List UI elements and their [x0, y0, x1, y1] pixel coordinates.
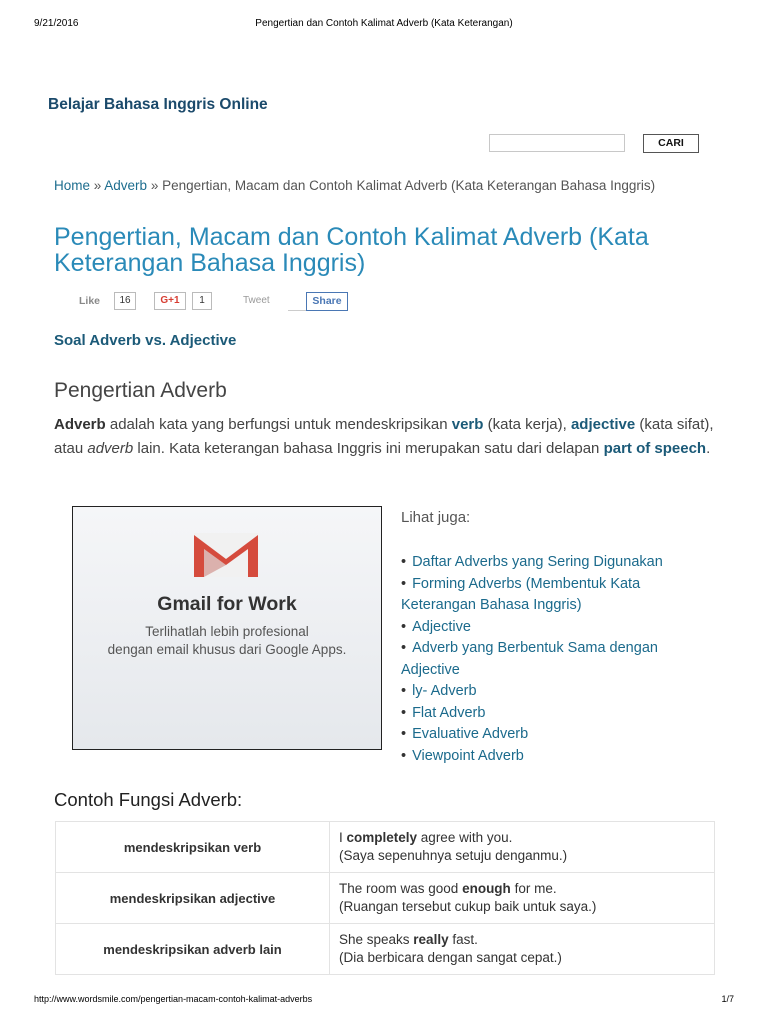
like-count: 16: [114, 292, 136, 310]
intro-text: adalah kata yang berfungsi untuk mendeskripsikan: [105, 416, 452, 433]
bullet-icon: •: [401, 575, 407, 592]
section-heading-contoh: Contoh Fungsi Adverb:: [54, 789, 243, 810]
see-also-link[interactable]: Adverb yang Berbentuk Sama dengan Adjective: [401, 640, 658, 678]
example-translation: (Saya sepenuhnya setuju denganmu.): [339, 848, 568, 863]
example-text: She speaks: [339, 932, 414, 947]
page-title: Pengertian, Macam dan Contoh Kalimat Adverb (Kata Keterangan Bahasa Inggris): [54, 223, 649, 277]
adverb-italic: adverb: [87, 439, 134, 457]
ad-title: Gmail for Work: [157, 593, 297, 615]
breadcrumb-category-link[interactable]: Adverb: [104, 178, 148, 193]
ad-subtitle: [73, 623, 381, 659]
see-also-link[interactable]: Viewpoint Adverb: [412, 747, 524, 764]
print-url: http://www.wordsmile.com/pengertian-macam-contoh-kalimat-adverbs: [34, 994, 313, 1004]
example-sentence: [339, 931, 713, 949]
see-also-item: [401, 746, 701, 768]
example-adverb: enough: [462, 881, 511, 896]
example-translation: (Ruangan tersebut cukup baik untuk saya.): [339, 899, 597, 914]
see-also-link[interactable]: Daftar Adverbs yang Sering Digunakan: [412, 554, 663, 570]
see-also-item: [401, 552, 701, 574]
function-cell: mendeskripsikan verb: [56, 822, 330, 873]
see-also-list: [401, 552, 701, 767]
intro-text: (kata kerja),: [483, 416, 571, 433]
intro-paragraph: [54, 413, 714, 460]
example-cell: [330, 873, 715, 924]
gplus-count: 1: [192, 292, 212, 310]
see-also-item: [401, 574, 701, 617]
print-date: 9/21/2016: [34, 18, 79, 29]
adverb-term: Adverb: [54, 416, 106, 433]
share-button[interactable]: Share: [306, 292, 348, 311]
search-button[interactable]: CARI: [643, 134, 699, 153]
intro-text: .: [706, 439, 711, 457]
example-adverb: completely: [346, 830, 418, 845]
example-cell: [330, 822, 715, 873]
intro-text: (kata sifat), atau: [54, 416, 714, 457]
example-adverb: really: [413, 932, 449, 947]
table-row: [56, 924, 715, 975]
print-doc-title: Pengertian dan Contoh Kalimat Adverb (Kata Keterangan): [255, 18, 513, 29]
gmail-ad-banner[interactable]: [72, 506, 382, 750]
part-of-speech-link[interactable]: part of speech: [603, 439, 707, 457]
see-also-link[interactable]: Evaluative Adverb: [412, 726, 529, 742]
function-cell: mendeskripsikan adjective: [56, 873, 330, 924]
example-text: I: [339, 830, 347, 845]
verb-link[interactable]: verb: [451, 416, 484, 433]
example-sentence: [339, 829, 713, 847]
see-also-link[interactable]: Flat Adverb: [412, 704, 486, 721]
soal-adverb-link[interactable]: Soal Adverb vs. Adjective: [54, 332, 237, 349]
example-translation: (Dia berbicara dengan sangat cepat.): [339, 950, 562, 965]
bullet-icon: •: [401, 683, 407, 699]
ad-subtitle-line: Terlihatlah lebih profesional: [145, 624, 309, 639]
intro-text: lain. Kata keterangan bahasa Inggris ini merupakan satu dari delapan: [133, 439, 604, 457]
google-plus-button[interactable]: G+1: [154, 292, 186, 310]
breadcrumb: [54, 178, 655, 193]
example-text: agree with you.: [417, 830, 513, 845]
see-also-item: [401, 681, 701, 703]
share-divider: [288, 310, 306, 311]
see-also-item: [401, 617, 701, 639]
breadcrumb-separator: »: [90, 178, 105, 193]
site-title-link[interactable]: Belajar Bahasa Inggris Online: [48, 96, 268, 113]
search-input[interactable]: [489, 134, 625, 152]
breadcrumb-home-link[interactable]: Home: [54, 178, 91, 193]
gmail-logo-icon: [192, 531, 260, 579]
adjective-link[interactable]: adjective: [570, 416, 636, 433]
ad-subtitle-line: dengan email khusus dari Google Apps.: [107, 642, 347, 657]
example-text: The room was good: [339, 881, 463, 896]
example-cell: [330, 924, 715, 975]
see-also-item: [401, 703, 701, 725]
table-row: [56, 873, 715, 924]
see-also-link[interactable]: Adjective: [412, 618, 471, 635]
see-also-title: Lihat juga:: [401, 509, 471, 526]
breadcrumb-separator: »: [147, 178, 163, 193]
example-text: for me.: [510, 881, 557, 896]
bullet-icon: •: [401, 640, 407, 656]
examples-table: [55, 821, 715, 975]
see-also-link[interactable]: ly- Adverb: [412, 683, 477, 699]
table-row: [56, 822, 715, 873]
print-page-number: 1/7: [721, 994, 734, 1004]
function-cell: mendeskripsikan adverb lain: [56, 924, 330, 975]
see-also-item: [401, 724, 701, 746]
see-also-item: [401, 638, 701, 681]
see-also-link[interactable]: Forming Adverbs (Membentuk Kata Keterangan Bahasa Inggris): [401, 575, 641, 613]
bullet-icon: •: [401, 747, 407, 764]
example-sentence: [339, 880, 713, 898]
tweet-button[interactable]: Tweet: [243, 295, 270, 306]
bullet-icon: •: [401, 554, 407, 570]
section-heading-pengertian: Pengertian Adverb: [54, 379, 227, 402]
example-text: fast.: [448, 932, 478, 947]
facebook-like-button[interactable]: Like: [79, 295, 101, 307]
bullet-icon: •: [401, 704, 407, 721]
bullet-icon: •: [401, 618, 407, 635]
breadcrumb-current: Pengertian, Macam dan Contoh Kalimat Adverb (Kata Keterangan Bahasa Inggris): [162, 178, 656, 193]
bullet-icon: •: [401, 726, 407, 742]
